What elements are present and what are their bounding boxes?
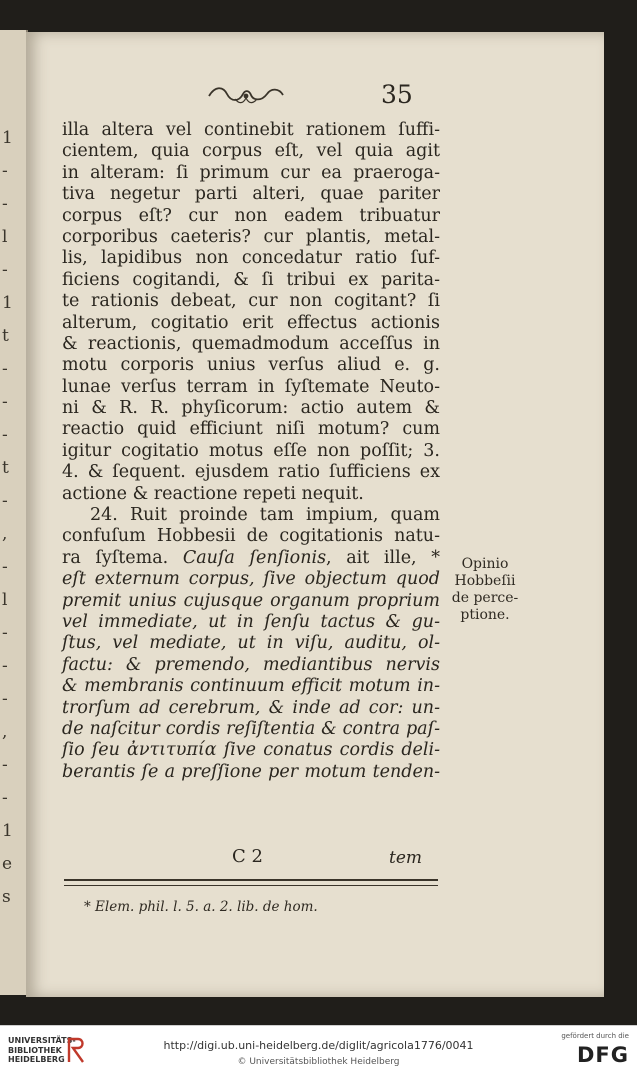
left-page-fragment: - (2, 392, 8, 412)
library-name-line: HEIDELBERG (8, 1055, 65, 1064)
marginal-line: Hobbeſii (454, 573, 516, 589)
left-page-fragment: - (2, 557, 8, 577)
text-line: motu corporis unius verſus aliud e. g. (62, 355, 440, 376)
left-page-fragment: 1 (2, 821, 13, 841)
left-page-fragment: l (2, 590, 8, 610)
text-line: te rationis debeat, cur non cogitant? ſi (62, 291, 440, 312)
page-number: 35 (381, 80, 413, 109)
left-page-edge (0, 30, 28, 995)
quotation-line: trorſum ad cerebrum, & inde ad cor: un- (62, 697, 440, 718)
text-line: actione & reactione repeti nequit. (62, 483, 364, 504)
left-page-fragment: , (2, 722, 8, 742)
main-text (62, 120, 440, 783)
quotation-line: de naſcitur cordis reſiſtentia & contra paſ- (62, 718, 440, 739)
left-page-fragment: - (2, 689, 8, 709)
text-line: reactio quid efficiunt niſi motum? cum (62, 419, 440, 440)
marginal-line: ptione. (460, 607, 510, 623)
left-page-fragment: - (2, 260, 8, 280)
quotation-line: & membranis continuum efficit motum in- (62, 676, 440, 697)
text-line: lis, lapidibus non concedatur ratio ſuf- (62, 248, 440, 269)
text-line: ni & R. R. phyſicorum: actio autem & (62, 398, 440, 419)
footnote-rule (64, 879, 438, 886)
text-line: ficiens cogitandi, & ſi tribui ex parita- (62, 269, 440, 290)
text-line: corporibus caeteris? cur plantis, metal- (62, 226, 440, 247)
text-line: cientem, quia corpus eſt, vel quia agit (62, 141, 440, 162)
viewer-footer (0, 1025, 637, 1074)
marginal-note (440, 556, 530, 624)
quotation-line: ſio ſeu ἀντιτυπία ſive conatus cordis deli- (62, 740, 440, 761)
quotation-line: berantis ſe a preſſione per motum tenden- (62, 761, 440, 782)
left-page-fragment: - (2, 359, 8, 379)
left-page-fragment: t (2, 458, 9, 478)
signature-mark: C 2 (232, 846, 263, 867)
funded-by-text: gefördert durch die (561, 1032, 629, 1040)
left-page-fragment: - (2, 425, 8, 445)
quotation-line: eſt externum corpus, ſive objectum quod (62, 569, 440, 590)
text-line: igitur cogitatio motus eſſe non poſſit; 3. (62, 440, 440, 461)
paragraph-2-first-line: 24. Ruit proinde tam impium, quam (90, 505, 440, 526)
marginal-line: de perce- (451, 590, 519, 606)
text-line: alterum, cogitatio erit effectus actionis (62, 312, 440, 333)
text-line: tiva negetur parti alteri, quae pariter (62, 184, 440, 205)
quotation-line: vel immediate, ut in ſenſu tactus & gu- (62, 611, 440, 632)
text-line: illa altera vel continebit rationem ſuffi- (62, 120, 440, 140)
text-line: in alteram: ſi primum cur ea praeroga- (62, 162, 440, 183)
quote-start: Cauſa ſenſionis (182, 547, 327, 568)
left-page-fragment: l (2, 227, 8, 247)
catchword: tem (389, 848, 423, 868)
left-page-fragment: - (2, 755, 8, 775)
quotation-line: ſtus, vel mediate, ut in viſu, auditu, ol- (62, 633, 440, 654)
left-page-fragment: - (2, 194, 8, 214)
left-page-fragment: e (2, 854, 13, 874)
left-page-fragment: - (2, 161, 8, 181)
quotation-line: factu: & premendo, mediantibus nervis (62, 654, 440, 675)
paragraph-1 (62, 120, 440, 505)
footnote: * Elem. phil. l. 5. a. 2. lib. de hom. (84, 899, 318, 915)
marginal-line: Opinio (461, 556, 509, 572)
left-page-fragment: - (2, 656, 8, 676)
left-page-fragment: t (2, 326, 9, 346)
paragraph-2-line-2 (62, 526, 440, 547)
left-page-fragment: - (2, 491, 8, 511)
hobbes-line: confuſum Hobbesii de cogitationis natu- (62, 526, 440, 547)
ornament-icon (205, 84, 287, 106)
left-page-fragment: - (2, 788, 8, 808)
quotation-line: premit unius cujusque organum proprium (62, 590, 440, 611)
copyright-text: © Universitätsbibliothek Heidelberg (237, 1057, 400, 1067)
left-page-fragment: 1 (2, 128, 13, 148)
paragraph-2-line-3: ra ſyſtema. Cauſa ſenſionis, ait ille, * (62, 547, 440, 568)
library-name-line: UNIVERSITÄTS- (8, 1036, 76, 1045)
text-line: lunae verſus terram in ſyſtemate Neuto- (62, 376, 440, 397)
text-line: corpus eſt? cur non eadem tribuatur (62, 205, 440, 226)
text-line: & reactionis, quemadmodum acceſſus in (62, 333, 440, 354)
left-page-fragment: s (2, 887, 11, 907)
left-page-fragment: , (2, 524, 8, 544)
text-line: 4. & ſequent. ejusdem ratio ſufficiens ex (62, 462, 440, 483)
left-page-fragment: 1 (2, 293, 13, 313)
page-url[interactable]: http://digi.ub.uni-heidelberg.de/diglit/agricola1776/0041 (163, 1039, 474, 1052)
left-page-fragment: - (2, 623, 8, 643)
library-name-line: BIBLIOTHEK (8, 1045, 62, 1055)
quotation-block (62, 569, 440, 783)
dfg-logo[interactable]: DFG (576, 1043, 629, 1067)
